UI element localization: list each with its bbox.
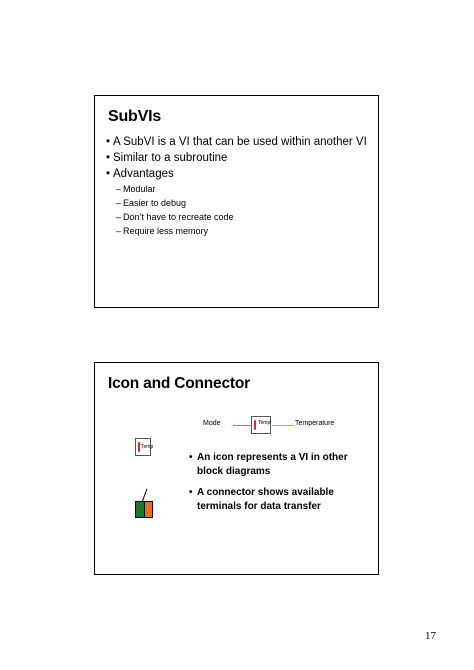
slide-title: Icon and Connector bbox=[108, 375, 250, 392]
sub-bullet-item: – Easier to debug bbox=[106, 196, 367, 210]
page-number: 17 bbox=[425, 630, 436, 642]
bullet-item: • An icon represents a VI in other block diagrams bbox=[189, 451, 369, 479]
connector-terminal-left bbox=[136, 502, 145, 517]
sub-bullet-item: – Modular bbox=[106, 182, 367, 196]
slide-icon-and-connector bbox=[94, 362, 379, 575]
node-label: Temp bbox=[258, 420, 271, 426]
bullet-list bbox=[106, 134, 367, 238]
bullet-list bbox=[189, 451, 369, 521]
bullet-item: • Similar to a subroutine bbox=[106, 150, 367, 166]
sub-bullet-item: – Don’t have to recreate code bbox=[106, 210, 367, 224]
bullet-item: • A connector shows available terminals for data transfer bbox=[189, 486, 369, 514]
subvi-node bbox=[251, 416, 271, 434]
connector-wire bbox=[142, 489, 147, 502]
output-label: Temperature bbox=[295, 420, 335, 427]
input-wire bbox=[233, 425, 253, 426]
icon-label: Temp bbox=[141, 444, 154, 450]
thermometer-icon bbox=[138, 442, 140, 452]
bullet-item: • Advantages bbox=[106, 166, 367, 182]
thermometer-icon bbox=[254, 420, 256, 430]
sub-bullet-item: – Require less memory bbox=[106, 224, 367, 238]
output-wire bbox=[272, 425, 294, 426]
input-label: Mode bbox=[203, 420, 221, 427]
block-diagram bbox=[203, 416, 333, 442]
slide-title: SubVIs bbox=[108, 108, 162, 125]
connector-icon bbox=[135, 488, 153, 518]
connector-terminal-right bbox=[145, 502, 153, 517]
vi-icon bbox=[135, 438, 154, 456]
connector-pane bbox=[135, 501, 153, 518]
bullet-item: • A SubVI is a VI that can be used within another VI bbox=[106, 134, 367, 150]
slide-subvis bbox=[94, 95, 379, 308]
